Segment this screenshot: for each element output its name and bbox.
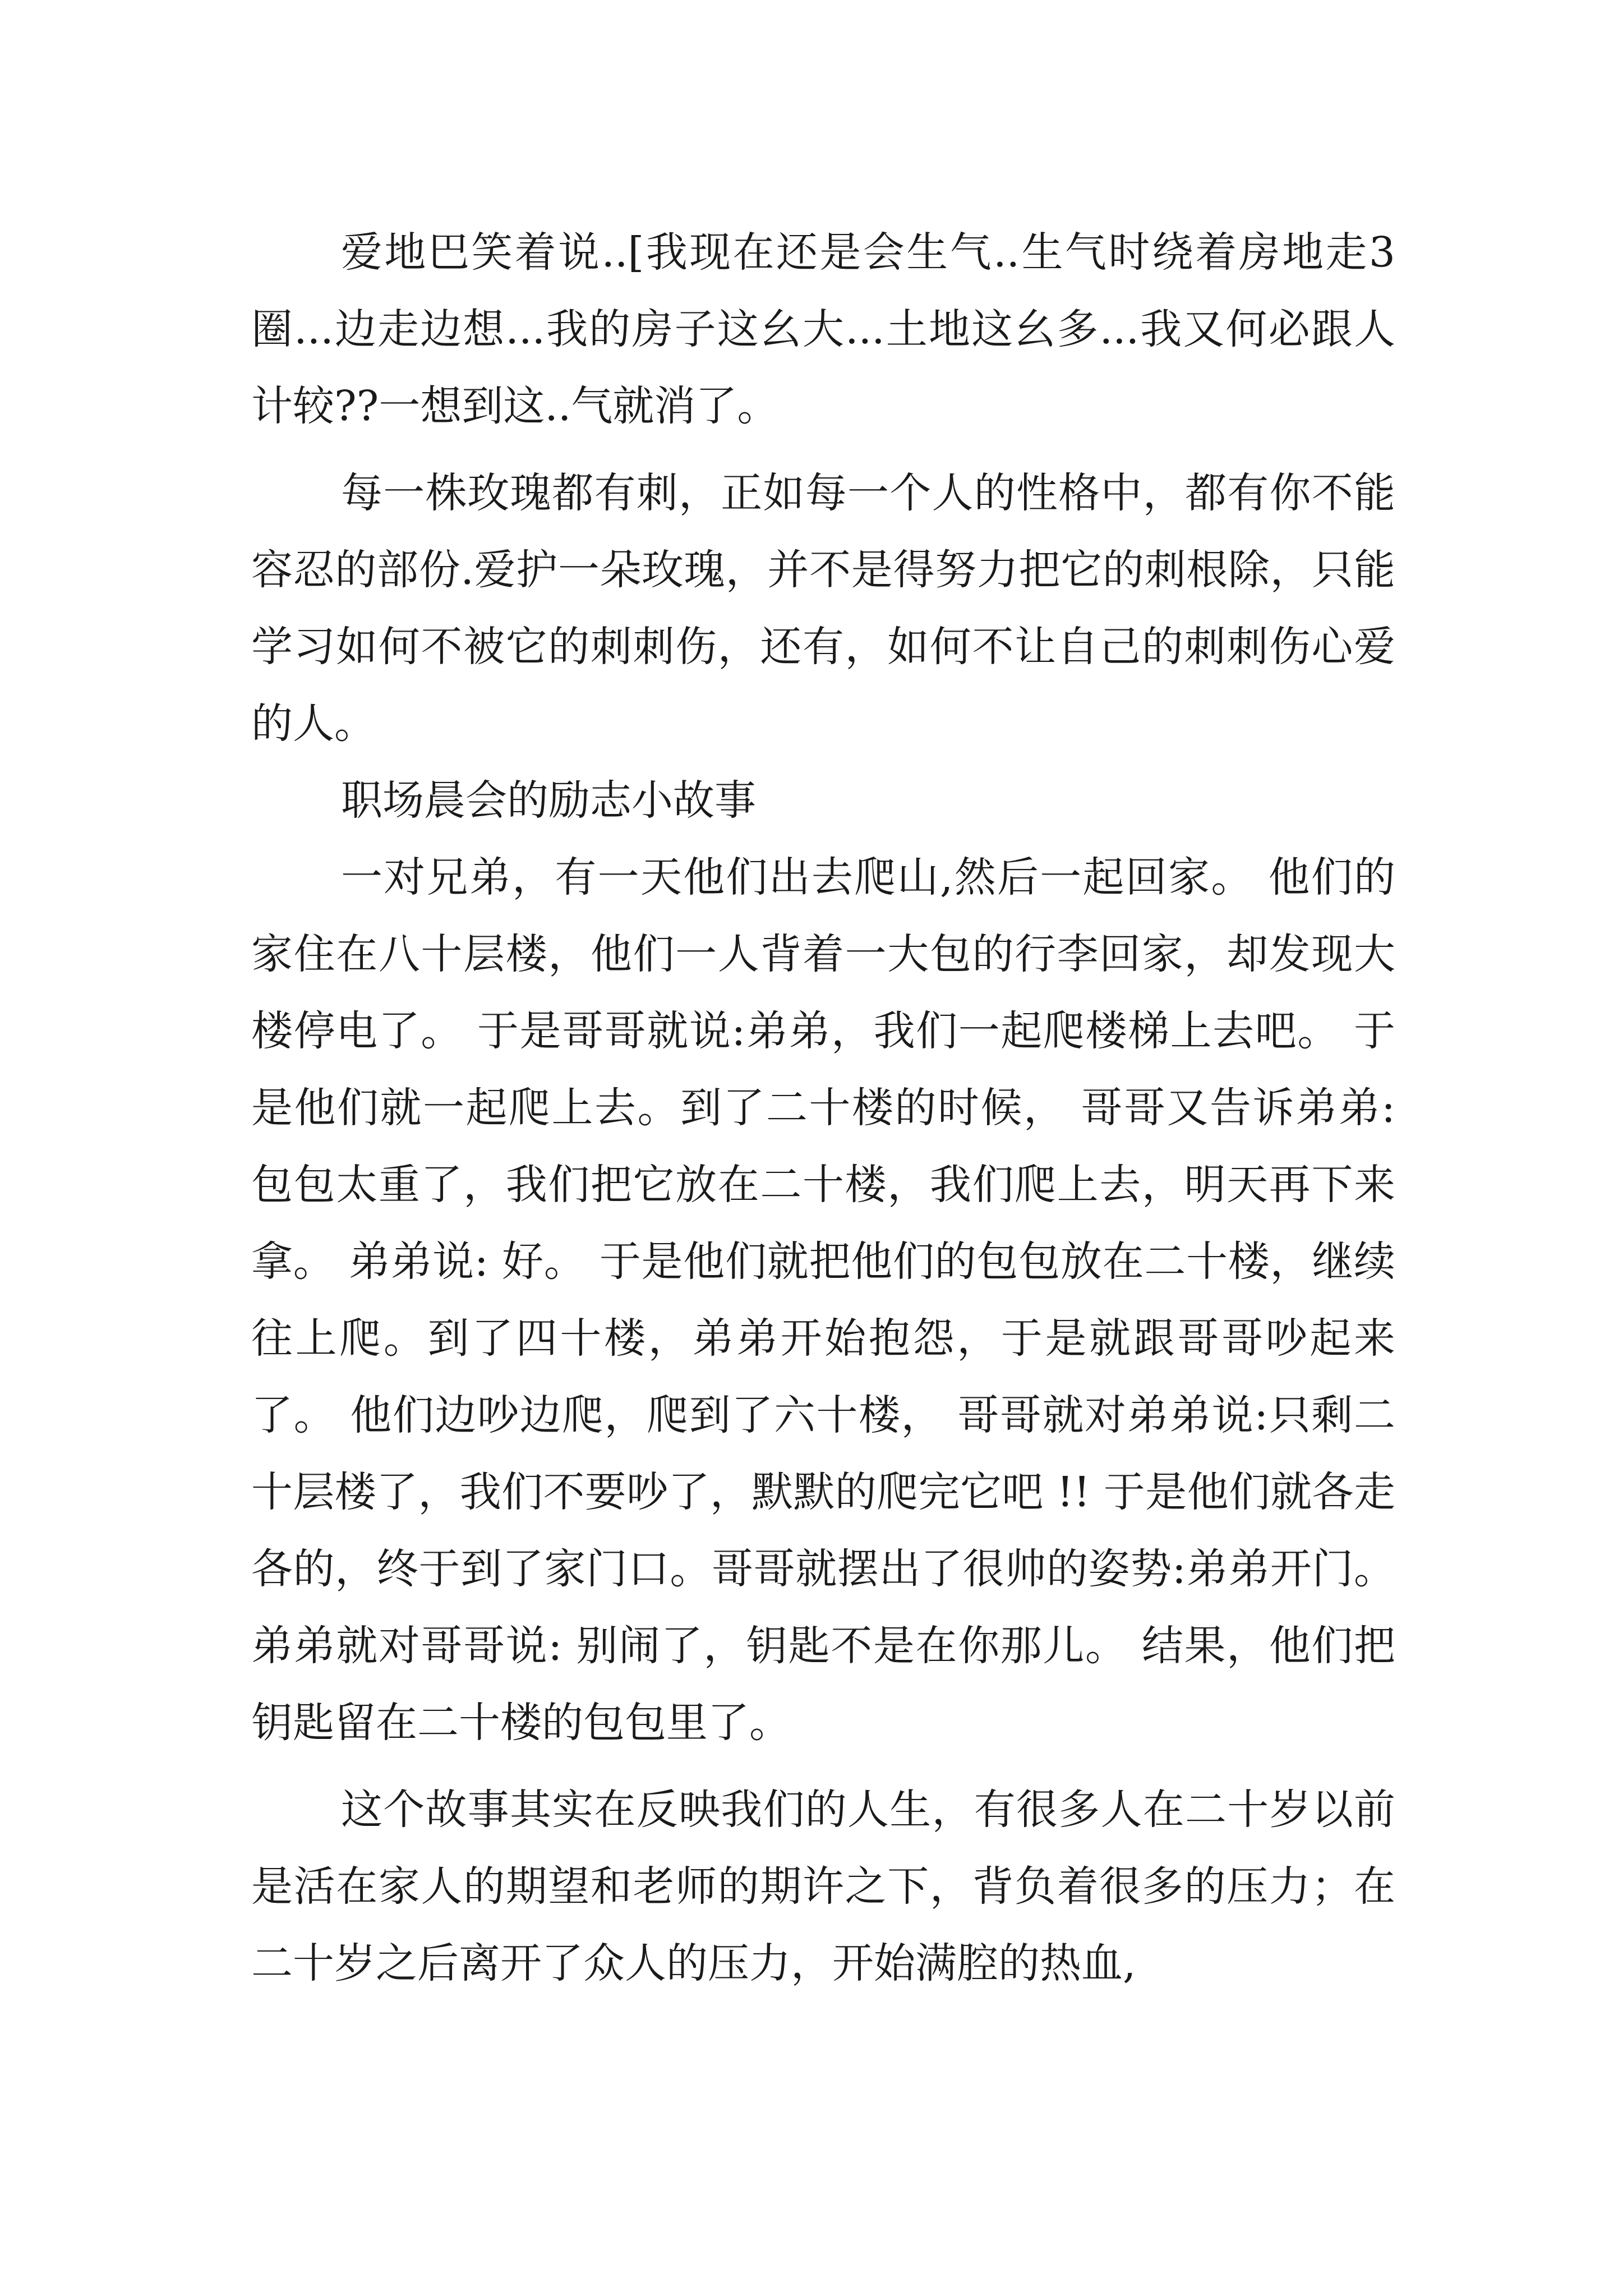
paragraph-brothers-story: 一对兄弟，有一天他们出去爬山,然后一起回家。 他们的家住在八十层楼，他们一人背着一大包的行李回家，却发现大楼停电了。 于是哥哥就说:弟弟，我们一起爬楼梯上去吧。 于是他们就一起爬上去。到了二十楼的时候， 哥哥又告诉弟弟: 包包太重了，我们把它放在二十楼，我们爬上去，明天再下来拿。 弟弟说: 好。 于是他们就把他们的包包放在二十楼，继续往上爬。到了四十楼，弟弟开始抱怨，于是就跟哥哥吵起来了。 他们边吵边爬，爬到了六十楼， 哥哥就对弟弟说:只剩二十层楼了，我们不要吵了，默默的爬完它吧 !! 于是他们就各走各的，终于到了家门口。哥哥就摆出了很帅的姿势:弟弟开门。 弟弟就对哥哥说: 别闹了，钥匙不是在你那儿。 结果，他们把钥匙留在二十楼的包包里了。 xyxy=(251,853,1395,1747)
story-title: 职场晨会的励志小故事 xyxy=(341,776,756,825)
paragraph-aidiba-quote: 爱地巴笑着说..[我现在还是会生气..生气时绕着房地走3圈...边走边想...我的房子这幺大...土地这幺多...我又何必跟人计较??一想到这..气就消了。 xyxy=(251,228,1395,430)
paragraph-story-reflection: 这个故事其实在反映我们的人生，有很多人在二十岁以前是活在家人的期望和老师的期许之下，背负着很多的压力；在二十岁之后离开了众人的压力，开始满腔的热血, xyxy=(251,1786,1395,1987)
paragraph-rose-thorns: 每一株玫瑰都有刺，正如每一个人的性格中，都有你不能容忍的部份.爱护一朵玫瑰，并不是得努力把它的刺根除，只能学习如何不被它的刺刺伤，还有，如何不让自己的刺刺伤心爱的人。 xyxy=(251,469,1395,748)
document-body xyxy=(251,214,1395,2002)
